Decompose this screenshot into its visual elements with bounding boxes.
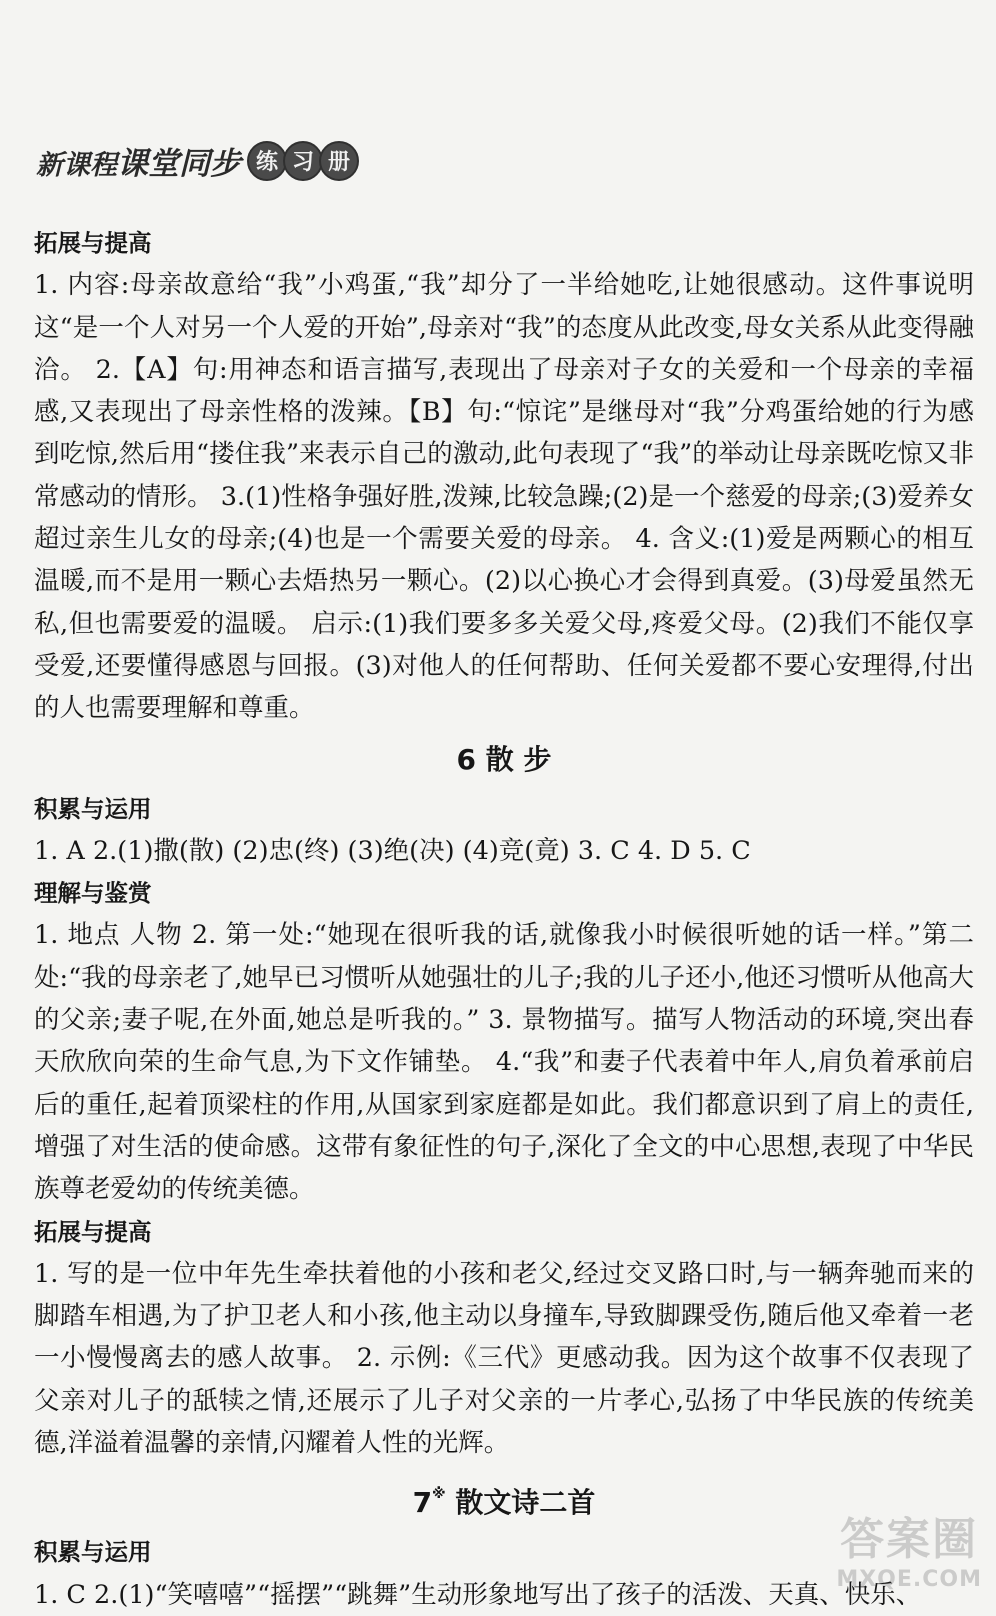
section-heading: 积累与运用 bbox=[34, 794, 152, 823]
watermark-logo-text: 答案圈 bbox=[840, 1514, 979, 1565]
brand-badge: 册 bbox=[319, 141, 359, 181]
brand-badges bbox=[247, 141, 355, 181]
lesson-title bbox=[34, 1466, 974, 1531]
brand-header bbox=[36, 138, 355, 183]
section-heading: 拓展与提高 bbox=[34, 229, 152, 257]
site-watermark bbox=[836, 1503, 982, 1592]
section-heading: 理解与鉴赏 bbox=[34, 879, 152, 908]
brand-badge: 练 bbox=[247, 141, 287, 181]
answer-paragraph: 1. A 2.(1)撒(散) (2)忠(终) (3)绝(决) (4)竞(竟) 3. C 4. D 5. C bbox=[34, 835, 751, 866]
lesson-mark: ※ bbox=[432, 1486, 446, 1503]
answer-content bbox=[34, 222, 974, 1616]
section-heading: 拓展与提高 bbox=[34, 1217, 152, 1246]
lesson-title: 6 散 步 bbox=[456, 742, 552, 776]
brand-title bbox=[36, 138, 241, 183]
section-heading: 积累与运用 bbox=[34, 1538, 152, 1567]
lesson-name: 散文诗二首 bbox=[445, 1486, 596, 1520]
answer-paragraph: 1. 写的是一位中年先生牵扶着他的小孩和老父,经过交叉路口时,与一辆奔驰而来的脚踏车相遇,为了护卫老人和小孩,他主动以身撞车,导致脚踝受伤,随后他又牵着一老一小慢慢离去的感人故事。 2. 示例:《三代》更感动我。因为这个故事不仅表现了父亲对儿子的舐犊之情,还展示了儿子对父亲的一片孝心,弘扬了中华民族的传统美德,洋溢着温馨的亲情,闪耀着人性的光辉。 bbox=[34, 1258, 974, 1459]
watermark-site: MXQE.COM bbox=[836, 1567, 982, 1592]
brand-part2: 课堂同步 bbox=[117, 146, 241, 182]
lesson-number: 7 bbox=[412, 1486, 433, 1520]
brand-badge: 习 bbox=[283, 141, 323, 181]
answer-paragraph: 1. 内容:母亲故意给“我”小鸡蛋,“我”却分了一半给她吃,让她很感动。这件事说明这“是一个人对另一个人爱的开始”,母亲对“我”的态度从此改变,母女关系从此变得融洽。 2.【A】句:用神态和语言描写,表现出了母亲对子女的关爱和一个母亲的幸福感,又表现出了母亲性格的泼辣。【B】句:“惊诧”是继母对“我”分鸡蛋给她的行为感到吃惊,然后用“搂住我”来表示自己的激动,此句表现了“我”的举动让母亲既吃惊又非常感动的情形。 3.(1)性格争强好胜,泼辣,比较急躁;(2)是一个慈爱的母亲;(3)爱养女超过亲生儿女的母亲;(4)也是一个需要关爱的母亲。 4. 含义:(1)爱是两颗心的相互温暖,而不是用一颗心去焐热另一颗心。(2)以心换心才会得到真爱。(3)母爱虽然无私,但也需要爱的温暖。 启示:(1)我们要多多关爱父母,疼爱父母。(2)我们不能仅享受爱,还要懂得感恩与回报。(3)对他人的任何帮助、任何关爱都不要心安理得,付出的人也需要理解和尊重。 bbox=[34, 270, 974, 724]
answer-paragraph: 1. C 2.(1)“笑嘻嘻”“摇摆”“跳舞”生动形象地写出了孩子的活泼、天真、快乐、 bbox=[34, 1579, 922, 1610]
brand-part1: 新课程 bbox=[36, 150, 117, 181]
answer-paragraph: 1. 地点 人物 2. 第一处:“她现在很听我的话,就像我小时候很听她的话一样。”第二处:“我的母亲老了,她早已习惯听从她强壮的儿子;我的儿子还小,他还习惯听从他高大的父亲;妻子呢,在外面,她总是听我的。” 3. 景物描写。描写人物活动的环境,突出春天欣欣向荣的生命气息,为下文作铺垫。 4.“我”和妻子代表着中年人,肩负着承前启后的重任,起着顶梁柱的作用,从国家到家庭都是如此。我们都意识到了肩上的责任,增强了对生活的使命感。这带有象征性的句子,深化了全文的中心思想,表现了中华民族尊老爱幼的传统美德。 bbox=[34, 920, 974, 1205]
